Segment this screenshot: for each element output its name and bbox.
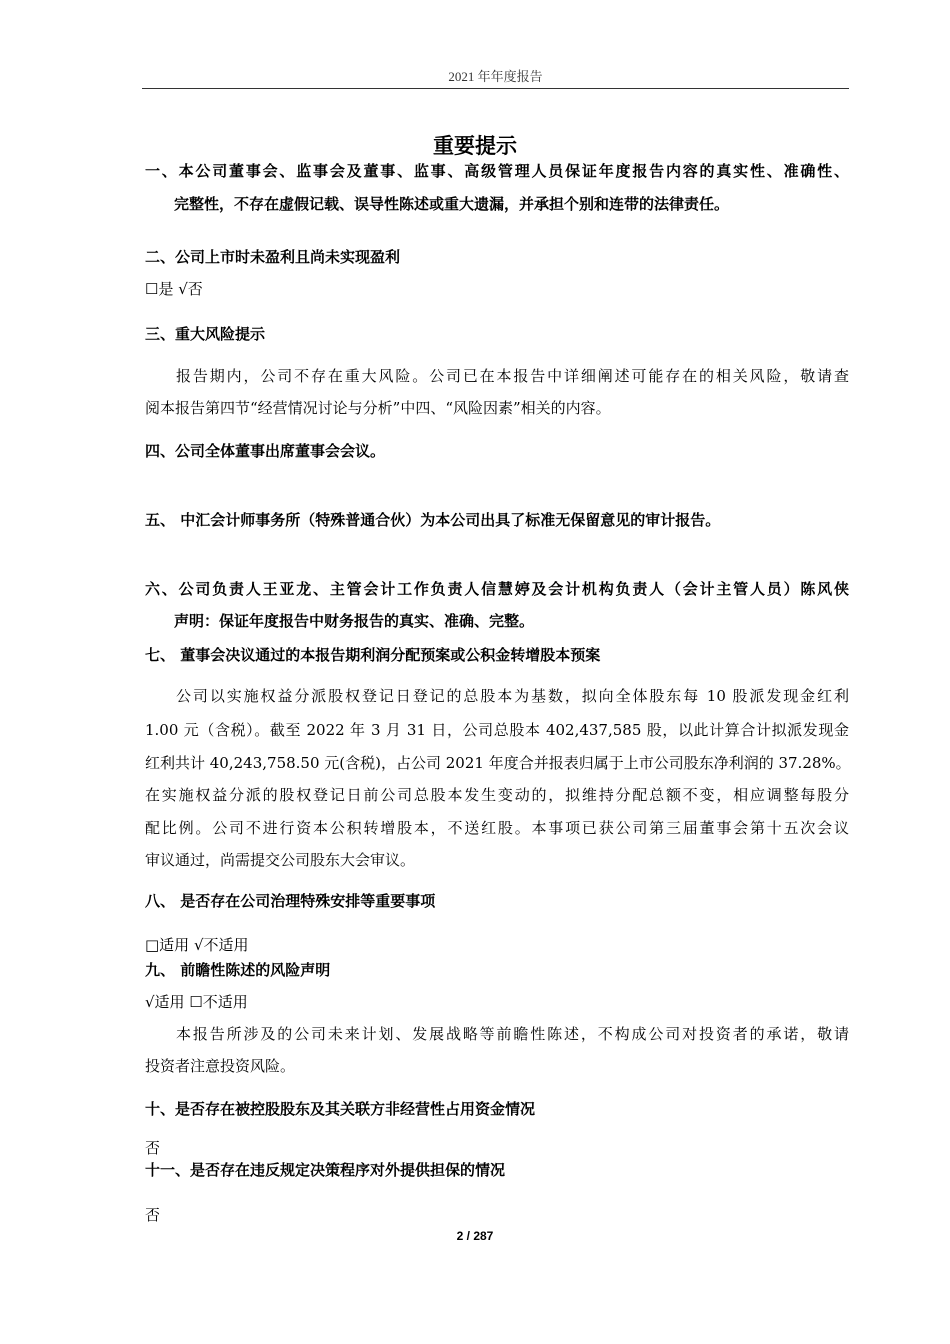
section-2-options: ☐是 √否 — [145, 280, 203, 298]
section-6-line-2: 声明：保证年度报告中财务报告的真实、准确、完整。 — [174, 612, 535, 630]
page-number: 2 / 287 — [456, 1229, 494, 1243]
section-7-heading: 七、 董事会决议通过的本报告期利润分配预案或公积金转增股本预案 — [145, 646, 601, 664]
section-7-line-5: 配比例。公司不进行资本公积转增股本，不送红股。本事项已获公司第三届董事会第十五次会议 — [145, 819, 849, 837]
section-9-options: √适用 ☐不适用 — [145, 993, 248, 1011]
section-9-line-1: 本报告所涉及的公司未来计划、发展战略等前瞻性陈述，不构成公司对投资者的承诺，敬请 — [176, 1025, 849, 1043]
section-10-heading: 十、是否存在被控股股东及其关联方非经营性占用资金情况 — [145, 1100, 536, 1118]
section-7-line-4: 在实施权益分派的股权登记日前公司总股本发生变动的，拟维持分配总额不变，相应调整每股分 — [145, 786, 849, 804]
section-7-line-3: 红利共计 40,243,758.50 元(含税)，占公司 2021 年度合并报表归属于上市公司股东净利润的 37.28%。 — [145, 754, 851, 772]
section-5-heading: 五、 中汇会计师事务所（特殊普通合伙）为本公司出具了标准无保留意见的审计报告。 — [145, 511, 721, 529]
section-6-line-1: 六、公司负责人王亚龙、主管会计工作负责人信慧婷及会计机构负责人（会计主管人员）陈风侠 — [145, 580, 849, 598]
section-3-heading: 三、重大风险提示 — [145, 325, 266, 343]
section-1-line-1: 一、本公司董事会、监事会及董事、监事、高级管理人员保证年度报告内容的真实性、准确性、 — [145, 162, 849, 180]
section-7-line-6: 审议通过，尚需提交公司股东大会审议。 — [145, 851, 416, 869]
section-1-line-2: 完整性，不存在虚假记载、误导性陈述或重大遗漏，并承担个别和连带的法律责任。 — [174, 195, 730, 213]
page-title: 重要提示 — [433, 134, 517, 158]
section-9-heading: 九、 前瞻性陈述的风险声明 — [145, 961, 331, 979]
section-8-options: □适用 √不适用 — [145, 936, 249, 954]
report-header: 2021 年年度报告 — [448, 69, 543, 84]
section-4-heading: 四、公司全体董事出席董事会会议。 — [145, 442, 386, 460]
section-3-line-1: 报告期内，公司不存在重大风险。公司已在本报告中详细阐述可能存在的相关风险，敬请查 — [176, 367, 849, 385]
section-9-line-2: 投资者注意投资风险。 — [145, 1057, 296, 1075]
section-8-heading: 八、 是否存在公司治理特殊安排等重要事项 — [145, 892, 436, 910]
section-11-heading: 十一、是否存在违反规定决策程序对外提供担保的情况 — [145, 1161, 506, 1179]
section-7-line-1: 公司以实施权益分派股权登记日登记的总股本为基数，拟向全体股东每 10 股派发现金红利 — [176, 687, 849, 705]
header-divider — [142, 88, 849, 89]
section-7-line-2: 1.00 元（含税）。截至 2022 年 3 月 31 日，公司总股本 402,437,585 股，以此计算合计拟派发现金 — [145, 721, 849, 739]
section-3-line-2: 阅本报告第四节“经营情况讨论与分析”中四、“风险因素”相关的内容。 — [145, 399, 611, 417]
section-2-heading: 二、公司上市时未盈利且尚未实现盈利 — [145, 248, 401, 266]
section-11-answer: 否 — [145, 1206, 161, 1224]
section-10-answer: 否 — [145, 1139, 161, 1157]
